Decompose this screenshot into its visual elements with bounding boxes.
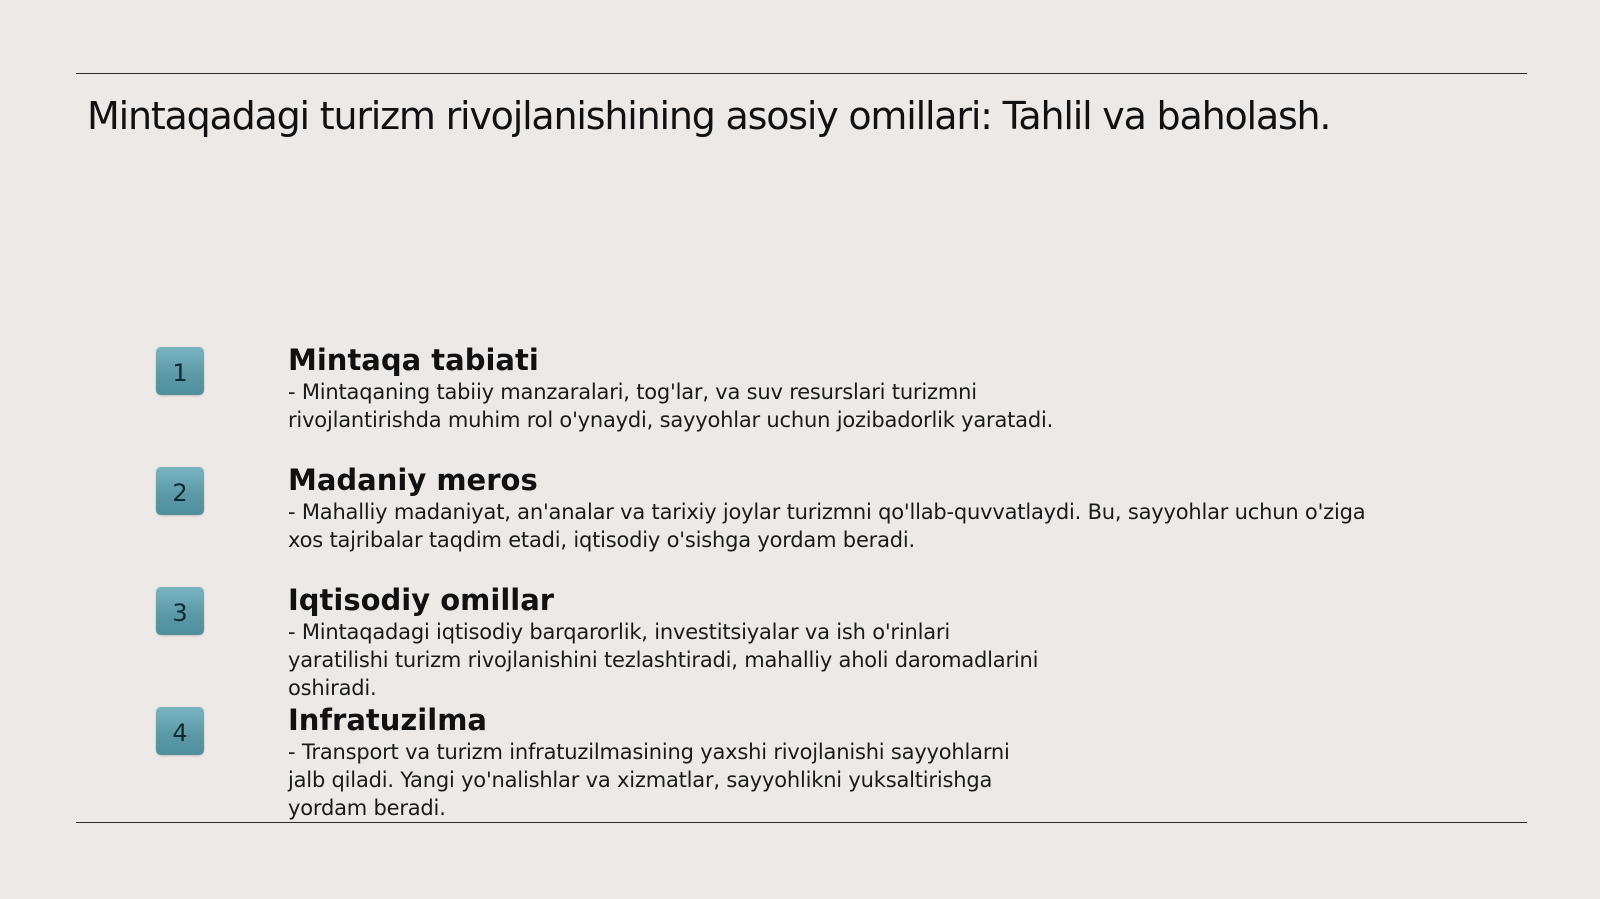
item-heading: Mintaqa tabiati xyxy=(288,343,539,377)
bottom-divider xyxy=(76,822,1527,823)
number-badge: 1 xyxy=(156,347,204,395)
item-description: - Mintaqaning tabiiy manzaralari, tog'lar, va suv resurslari turizmni rivojlantirishda muhim rol o'ynaydi, sayyohlar uchun jozibadorlik yaratadi. xyxy=(288,380,1054,432)
number-badge: 2 xyxy=(156,467,204,515)
item-description: - Mintaqadagi iqtisodiy barqarorlik, investitsiyalar va ish o'rinlari yaratilishi turizm rivojlanishini tezlashtiradi, mahalliy aholi daromadlarini oshiradi. xyxy=(288,620,1039,700)
slide-title: Mintaqadagi turizm rivojlanishining asosiy omillari: Tahlil va baholash. xyxy=(87,94,1331,138)
item-description: - Transport va turizm infratuzilmasining yaxshi rivojlanishi sayyohlarni jalb qiladi. Yangi yo'nalishlar va xizmatlar, sayyohlikni yuksaltirishga yordam beradi. xyxy=(288,740,1010,820)
item-description: - Mahalliy madaniyat, an'analar va tarixiy joylar turizmni qo'llab-quvvatlaydi. Bu, sayyohlar uchun o'ziga xos tajribalar taqdim etadi, iqtisodiy o'sishga yordam beradi. xyxy=(288,500,1366,552)
number-badge: 4 xyxy=(156,707,204,755)
item-heading: Madaniy meros xyxy=(288,463,538,497)
item-heading: Iqtisodiy omillar xyxy=(288,583,555,617)
item-heading: Infratuzilma xyxy=(288,703,487,737)
top-divider xyxy=(76,73,1527,74)
number-badge: 3 xyxy=(156,587,204,635)
